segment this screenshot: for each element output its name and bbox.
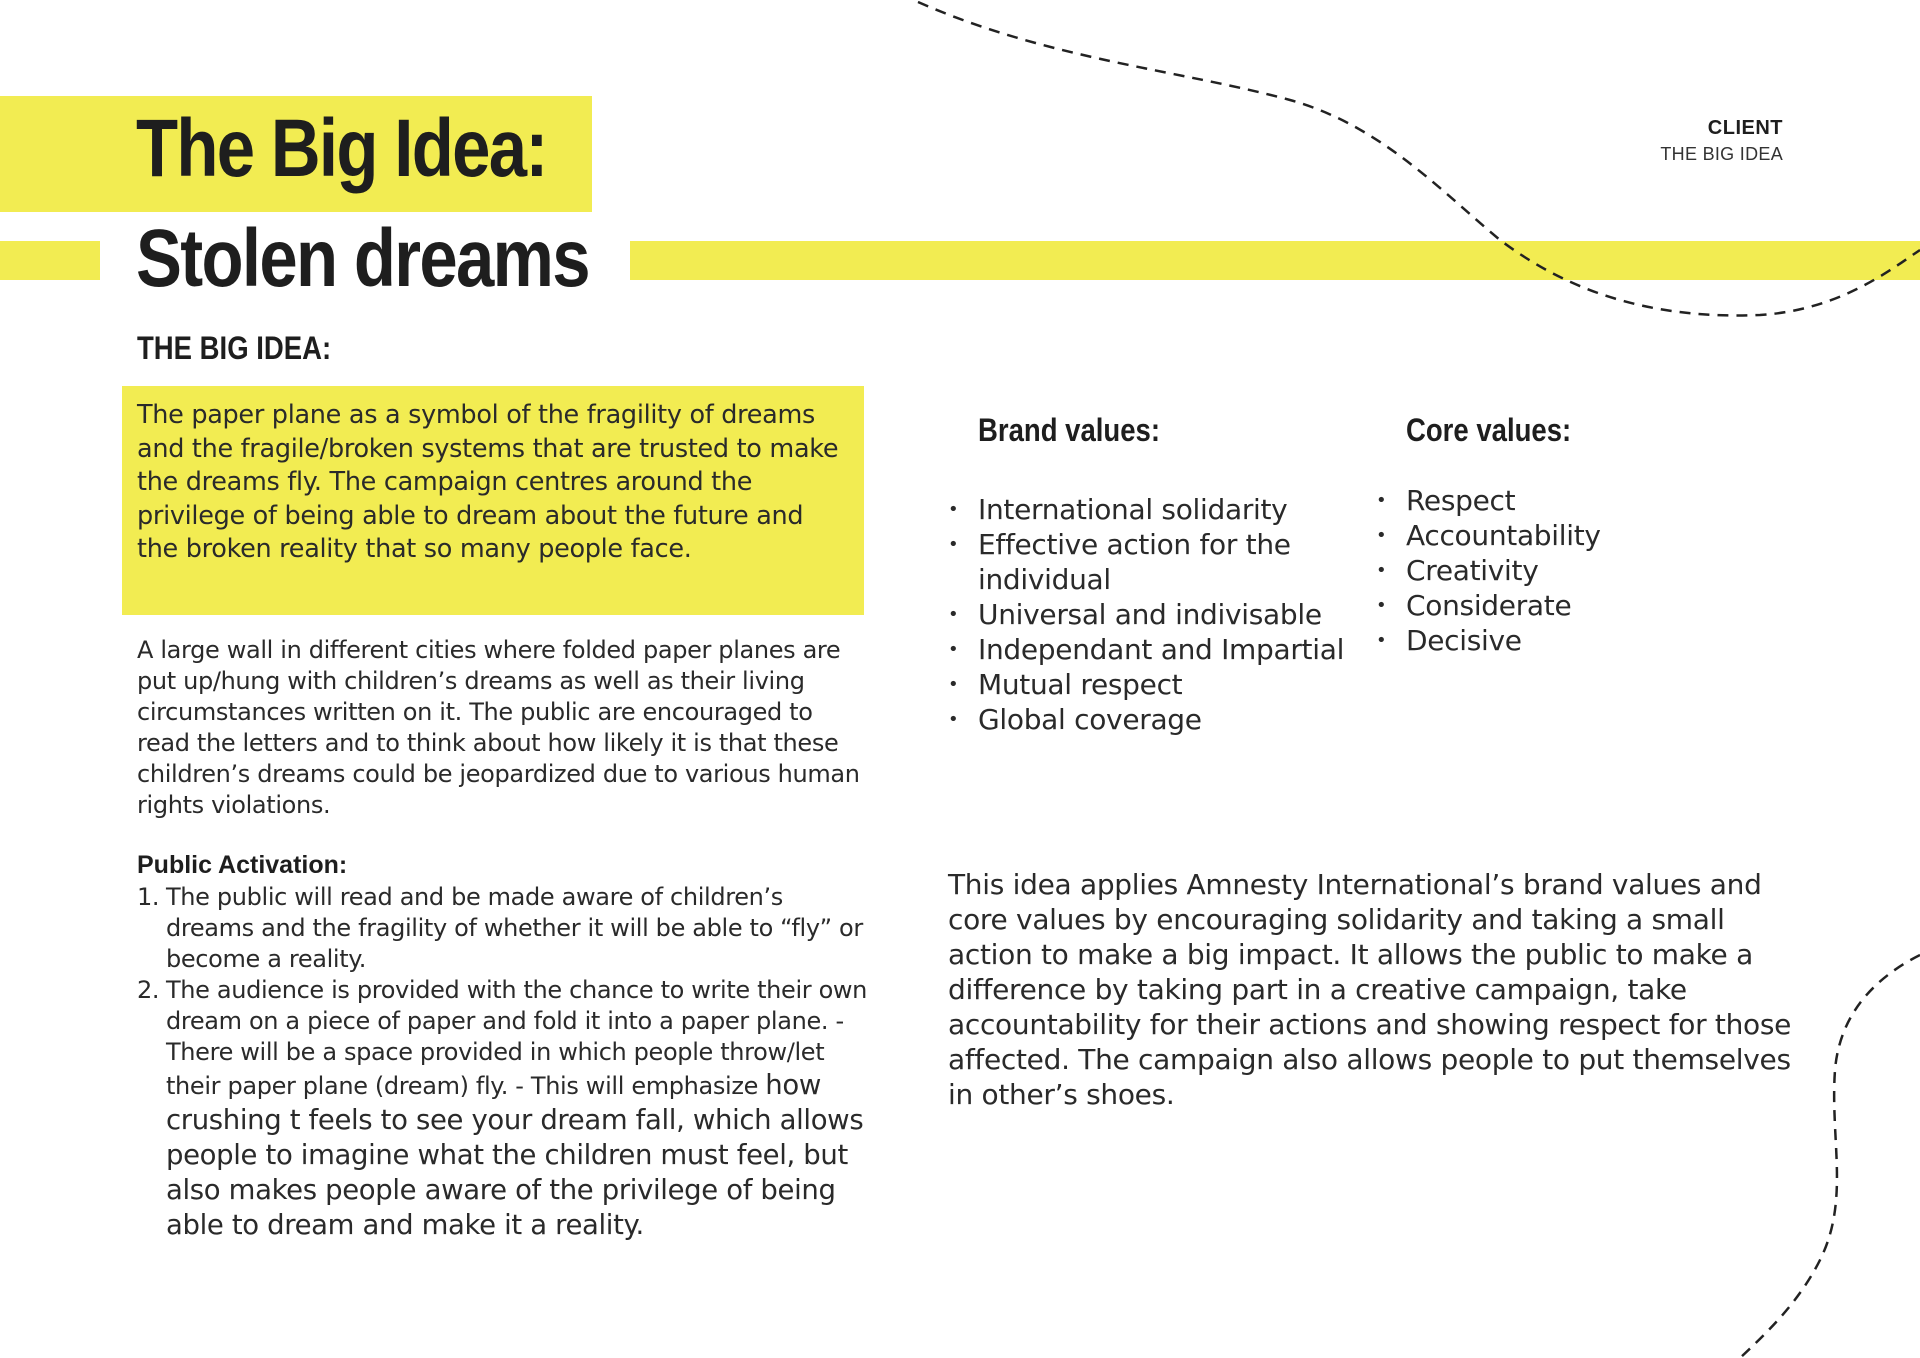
list-item xyxy=(1376,518,1696,553)
list-item xyxy=(1376,553,1696,588)
core-value-text: Decisive xyxy=(1406,624,1522,657)
bullet-icon: • xyxy=(1376,525,1387,546)
bullet-icon: • xyxy=(1376,630,1387,651)
list-item xyxy=(948,667,1368,702)
step-number: 2. xyxy=(137,976,160,1004)
brand-value-text: International solidarity xyxy=(978,493,1288,526)
section-heading: THE BIG IDEA: xyxy=(137,330,332,366)
core-values-list xyxy=(1376,483,1696,658)
highlight-text: The paper plane as a symbol of the fragility of dreams and the fragile/broken systems that are trusted to make the dreams fly. The campaign centres around the privilege of being able to dream about the future and the broken reality that so many people face. xyxy=(137,400,839,564)
brand-value-text: Universal and indivisable xyxy=(978,598,1322,631)
client-subtitle: THE BIG IDEA xyxy=(1660,144,1783,164)
list-item xyxy=(948,527,1368,597)
core-value-text: Respect xyxy=(1406,484,1516,517)
description-paragraph: A large wall in different cities where folded paper planes are put up/hung with children’s dreams as well as their living circumstances written on it. The public are encouraged to read the letters and to think about how likely it is that these children’s dreams could be jeopardized due to various human rights violations. xyxy=(137,636,860,819)
core-values-heading: Core values: xyxy=(1406,412,1572,448)
list-item xyxy=(948,597,1368,632)
step-number: 1. xyxy=(137,883,160,911)
brand-value-text: Mutual respect xyxy=(978,668,1183,701)
bullet-icon: • xyxy=(1376,560,1387,581)
highlight-box xyxy=(122,386,864,615)
page-title-line-1: The Big Idea: xyxy=(136,103,547,194)
core-value-text: Accountability xyxy=(1406,519,1601,552)
page-title-line-2: Stolen dreams xyxy=(136,213,589,304)
public-activation-title: Public Activation: xyxy=(137,851,348,879)
title-underline-bar-left xyxy=(0,241,100,280)
list-item xyxy=(948,702,1368,737)
bullet-icon: • xyxy=(948,534,959,555)
brand-value-text: Global coverage xyxy=(978,703,1202,736)
bullet-icon: • xyxy=(948,709,959,730)
list-item xyxy=(1376,623,1696,658)
step-text: The public will read and be made aware of children’s dreams and the fragility of whether it will be able to “fly” or become a reality. xyxy=(166,883,863,973)
list-item xyxy=(948,632,1368,667)
summary-paragraph: This idea applies Amnesty International’s brand values and core values by encouraging solidarity and taking a small action to make a big impact. It allows the public to make a difference by taking part in a creative campaign, take accountability for their actions and showing respect for those affected. The campaign also allows people to put themselves in other’s shoes. xyxy=(948,868,1792,1111)
activation-step xyxy=(137,975,872,1243)
core-value-text: Creativity xyxy=(1406,554,1539,587)
list-item xyxy=(948,492,1368,527)
activation-steps-list xyxy=(137,882,872,1243)
bullet-icon: • xyxy=(1376,490,1387,511)
bullet-icon: • xyxy=(948,499,959,520)
activation-step xyxy=(137,882,872,975)
list-item xyxy=(1376,483,1696,518)
brand-value-text: Independant and Impartial xyxy=(978,633,1345,666)
bullet-icon: • xyxy=(1376,595,1387,616)
list-item xyxy=(1376,588,1696,623)
bullet-icon: • xyxy=(948,674,959,695)
core-value-text: Considerate xyxy=(1406,589,1572,622)
brand-value-text: Effective action for the individual xyxy=(978,528,1291,596)
step-text-continued: how crushing t feels to see your dream fall, which allows people to imagine what the children must feel, but also makes people aware of the privilege of being able to dream and make it a reality. xyxy=(166,1069,864,1241)
step-text: The audience is provided with the chance to write their own dream on a piece of paper and fold it into a paper plane. - There will be a space provided in which people throw/let their paper plane (dream) fly. - This will emphasize xyxy=(166,976,868,1100)
bullet-icon: • xyxy=(948,639,959,660)
title-underline-bar-right xyxy=(630,241,1920,280)
brand-values-list xyxy=(948,492,1368,737)
brand-values-heading: Brand values: xyxy=(978,412,1160,448)
client-label: CLIENT xyxy=(1707,117,1783,139)
bullet-icon: • xyxy=(948,604,959,625)
